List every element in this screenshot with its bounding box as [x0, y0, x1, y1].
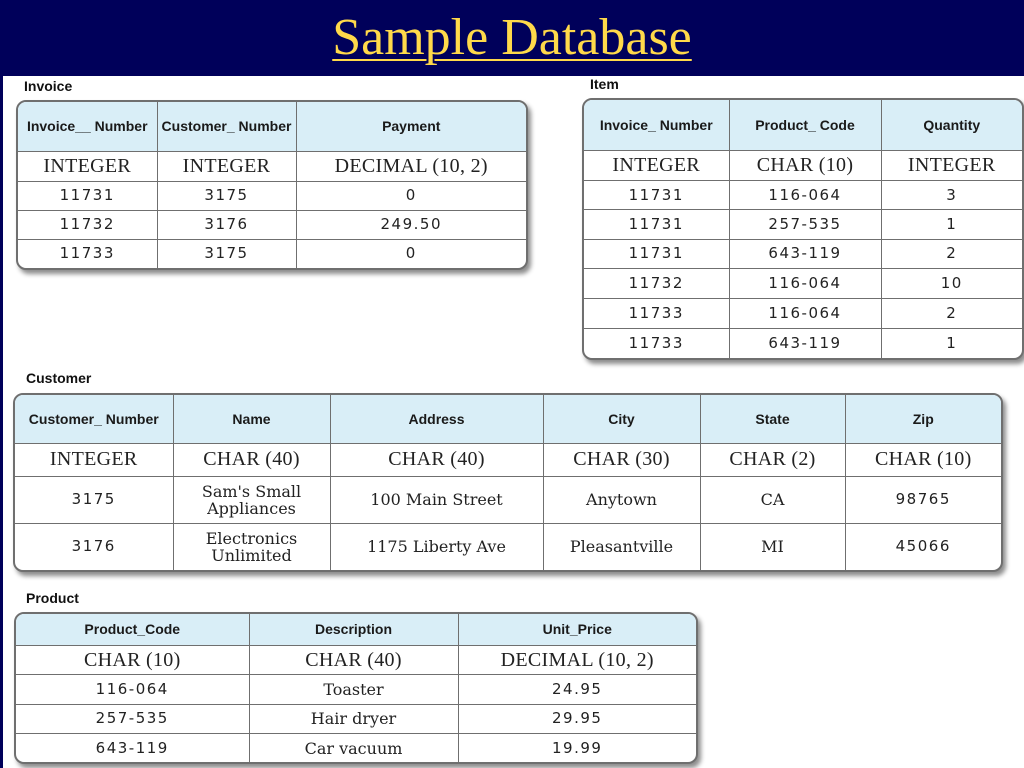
table-cell: 24.95 — [458, 675, 696, 704]
type-cell: CHAR (2) — [700, 443, 845, 476]
table-cell: 0 — [405, 244, 417, 263]
table-row — [18, 181, 526, 210]
table-cell: 249.50 — [296, 210, 526, 239]
header-row — [15, 395, 1001, 443]
table-cell: 2 — [881, 239, 1022, 268]
table-cell: Toaster — [249, 675, 458, 704]
table-row — [16, 675, 696, 704]
table-cell: 3175 — [157, 239, 296, 268]
table-cell: Sam's Small Appliances — [173, 476, 330, 523]
header-row — [584, 100, 1022, 150]
table-cell: 1175 Liberty Ave — [330, 523, 543, 570]
table-cell: Anytown — [543, 476, 700, 523]
header-cell: City — [543, 395, 700, 443]
table-cell: CA — [700, 476, 845, 523]
table-cell: Hair dryer — [249, 704, 458, 733]
header-cell: Name — [173, 395, 330, 443]
product-table — [14, 612, 698, 764]
header-cell: Zip — [845, 395, 1001, 443]
header-cell: Product_Code — [16, 614, 249, 645]
table-cell: Electronics Unlimited — [173, 523, 330, 570]
table-row — [15, 523, 1001, 570]
header-cell: Quantity — [881, 100, 1022, 150]
table-cell: Car vacuum — [249, 734, 458, 762]
invoice-table — [16, 100, 528, 270]
header-cell: Product_ Code — [729, 100, 881, 150]
type-cell: INTEGER — [157, 151, 296, 181]
table-cell: 98765 — [845, 476, 1001, 523]
header-cell: State — [700, 395, 845, 443]
header-cell: Description — [249, 614, 458, 645]
item-table — [582, 98, 1024, 360]
header-cell: Unit_Price — [458, 614, 696, 645]
type-row — [584, 150, 1022, 180]
table-cell: 11732 — [18, 210, 157, 239]
table-row — [16, 734, 696, 762]
table-cell: 11731 — [584, 181, 729, 210]
table-cell: 0 — [296, 181, 526, 210]
table-row — [584, 239, 1022, 268]
header-cell: Invoice__ Number — [18, 102, 157, 151]
header-cell: Invoice_ Number — [584, 100, 729, 150]
type-row — [16, 645, 696, 674]
left-border — [0, 76, 3, 768]
table-cell: 116-064 — [729, 181, 881, 210]
table-cell: 257-535 — [729, 210, 881, 239]
type-cell: INTEGER — [18, 151, 157, 181]
type-cell: DECIMAL (10, 2) — [296, 151, 526, 181]
table-cell: 11733 — [18, 239, 157, 268]
table-cell: 116-064 — [729, 268, 881, 298]
table-cell: 11733 — [584, 329, 729, 358]
table-row — [584, 329, 1022, 358]
type-row — [15, 443, 1001, 476]
slide-title: Sample Database — [332, 9, 692, 66]
type-cell: CHAR (40) — [330, 443, 543, 476]
table-cell: Pleasantville — [543, 523, 700, 570]
type-cell: CHAR (10) — [16, 645, 249, 674]
table-cell: 11731 — [584, 239, 729, 268]
table-row — [584, 268, 1022, 298]
type-cell: CHAR (40) — [173, 443, 330, 476]
table-cell: 11731 — [18, 181, 157, 210]
table-cell: MI — [700, 523, 845, 570]
header-cell: Address — [330, 395, 543, 443]
type-cell: CHAR (10) — [729, 150, 881, 180]
type-cell: INTEGER — [584, 150, 729, 180]
type-cell: INTEGER — [881, 150, 1022, 180]
table-row — [15, 476, 1001, 523]
table-row — [584, 210, 1022, 239]
table-cell: 1 — [946, 334, 958, 353]
table-cell: 19.99 — [552, 738, 603, 757]
table-cell: 3176 — [15, 523, 173, 570]
table-cell: 11732 — [584, 268, 729, 298]
table-cell: 100 Main Street — [330, 476, 543, 523]
item-table-label: Item — [590, 76, 619, 92]
table-cell: 643-119 — [16, 734, 249, 762]
table-cell: 2 — [881, 299, 1022, 329]
table-cell: 29.95 — [458, 704, 696, 733]
table-cell: 643-119 — [729, 239, 881, 268]
table-cell: 116-064 — [16, 675, 249, 704]
table-cell: 3176 — [157, 210, 296, 239]
table-row — [584, 299, 1022, 329]
type-cell: CHAR (40) — [249, 645, 458, 674]
table-cell: 116-064 — [729, 299, 881, 329]
table-cell: 1 — [881, 210, 1022, 239]
type-cell: CHAR (10) — [845, 443, 1001, 476]
table-cell: 11733 — [584, 299, 729, 329]
table-cell: 3 — [881, 181, 1022, 210]
type-cell: DECIMAL (10, 2) — [458, 645, 696, 674]
table-row — [16, 704, 696, 733]
table-cell: 45066 — [895, 537, 951, 556]
customer-table-label: Customer — [26, 370, 92, 386]
table-cell: 257-535 — [16, 704, 249, 733]
table-cell: 643-119 — [729, 329, 881, 358]
invoice-table-label: Invoice — [24, 78, 73, 94]
type-cell: INTEGER — [15, 443, 173, 476]
type-row — [18, 151, 526, 181]
header-cell: Payment — [296, 102, 526, 151]
table-cell: 10 — [881, 268, 1022, 298]
table-row — [584, 181, 1022, 210]
table-row — [18, 239, 526, 268]
header-cell: Customer_ Number — [157, 102, 296, 151]
type-cell: CHAR (30) — [543, 443, 700, 476]
header-row — [18, 102, 526, 151]
table-cell: 3175 — [157, 181, 296, 210]
customer-table — [13, 393, 1003, 572]
table-row — [18, 210, 526, 239]
table-cell: 3175 — [15, 476, 173, 523]
product-table-label: Product — [26, 590, 79, 606]
table-cell: 11731 — [584, 210, 729, 239]
header-row — [16, 614, 696, 645]
header-cell: Customer_ Number — [15, 395, 173, 443]
